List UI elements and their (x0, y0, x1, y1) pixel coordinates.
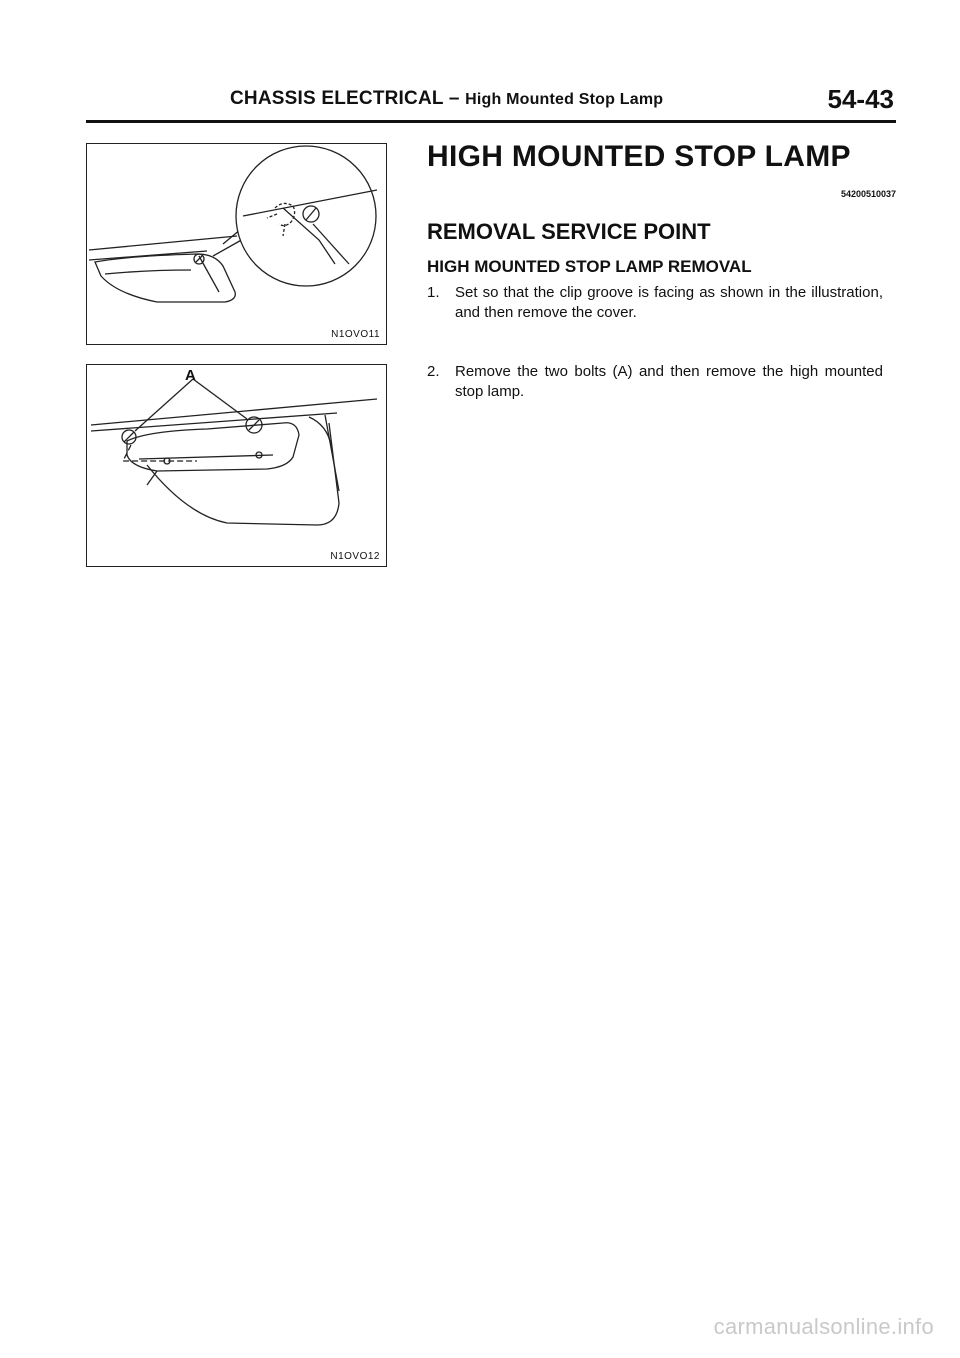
header-section: CHASSIS ELECTRICAL (230, 88, 444, 109)
cover-clip-illustration (87, 144, 386, 344)
callout-label: A (185, 367, 196, 384)
watermark-text: carmanualsonline.info (713, 1314, 934, 1339)
header-title (230, 88, 663, 110)
figure-lamp-bolts (86, 364, 387, 567)
header-subsection: High Mounted Stop Lamp (465, 91, 664, 108)
lamp-bolts-illustration (87, 365, 386, 566)
page-header (86, 86, 896, 123)
step-item (427, 362, 883, 402)
figure-cover-clip (86, 143, 387, 345)
step-text: Set so that the clip groove is facing as shown in the illustration, and then remove the cover. (455, 284, 883, 321)
page-title: HIGH MOUNTED STOP LAMP (427, 140, 851, 173)
step-number: 1. (427, 284, 440, 301)
step-text: Remove the two bolts (A) and then remove the high mounted stop lamp. (455, 363, 883, 400)
step-number: 2. (427, 363, 440, 380)
section-heading: REMOVAL SERVICE POINT (427, 219, 711, 244)
header-separator: – (448, 88, 460, 109)
page-number: 54-43 (827, 84, 894, 114)
document-code: 54200510037 (840, 189, 896, 199)
figure-code: N1OVO12 (326, 551, 380, 562)
step-item (427, 283, 883, 323)
figure-code: N1OVO11 (327, 329, 380, 340)
subsection-heading: HIGH MOUNTED STOP LAMP REMOVAL (427, 257, 752, 276)
